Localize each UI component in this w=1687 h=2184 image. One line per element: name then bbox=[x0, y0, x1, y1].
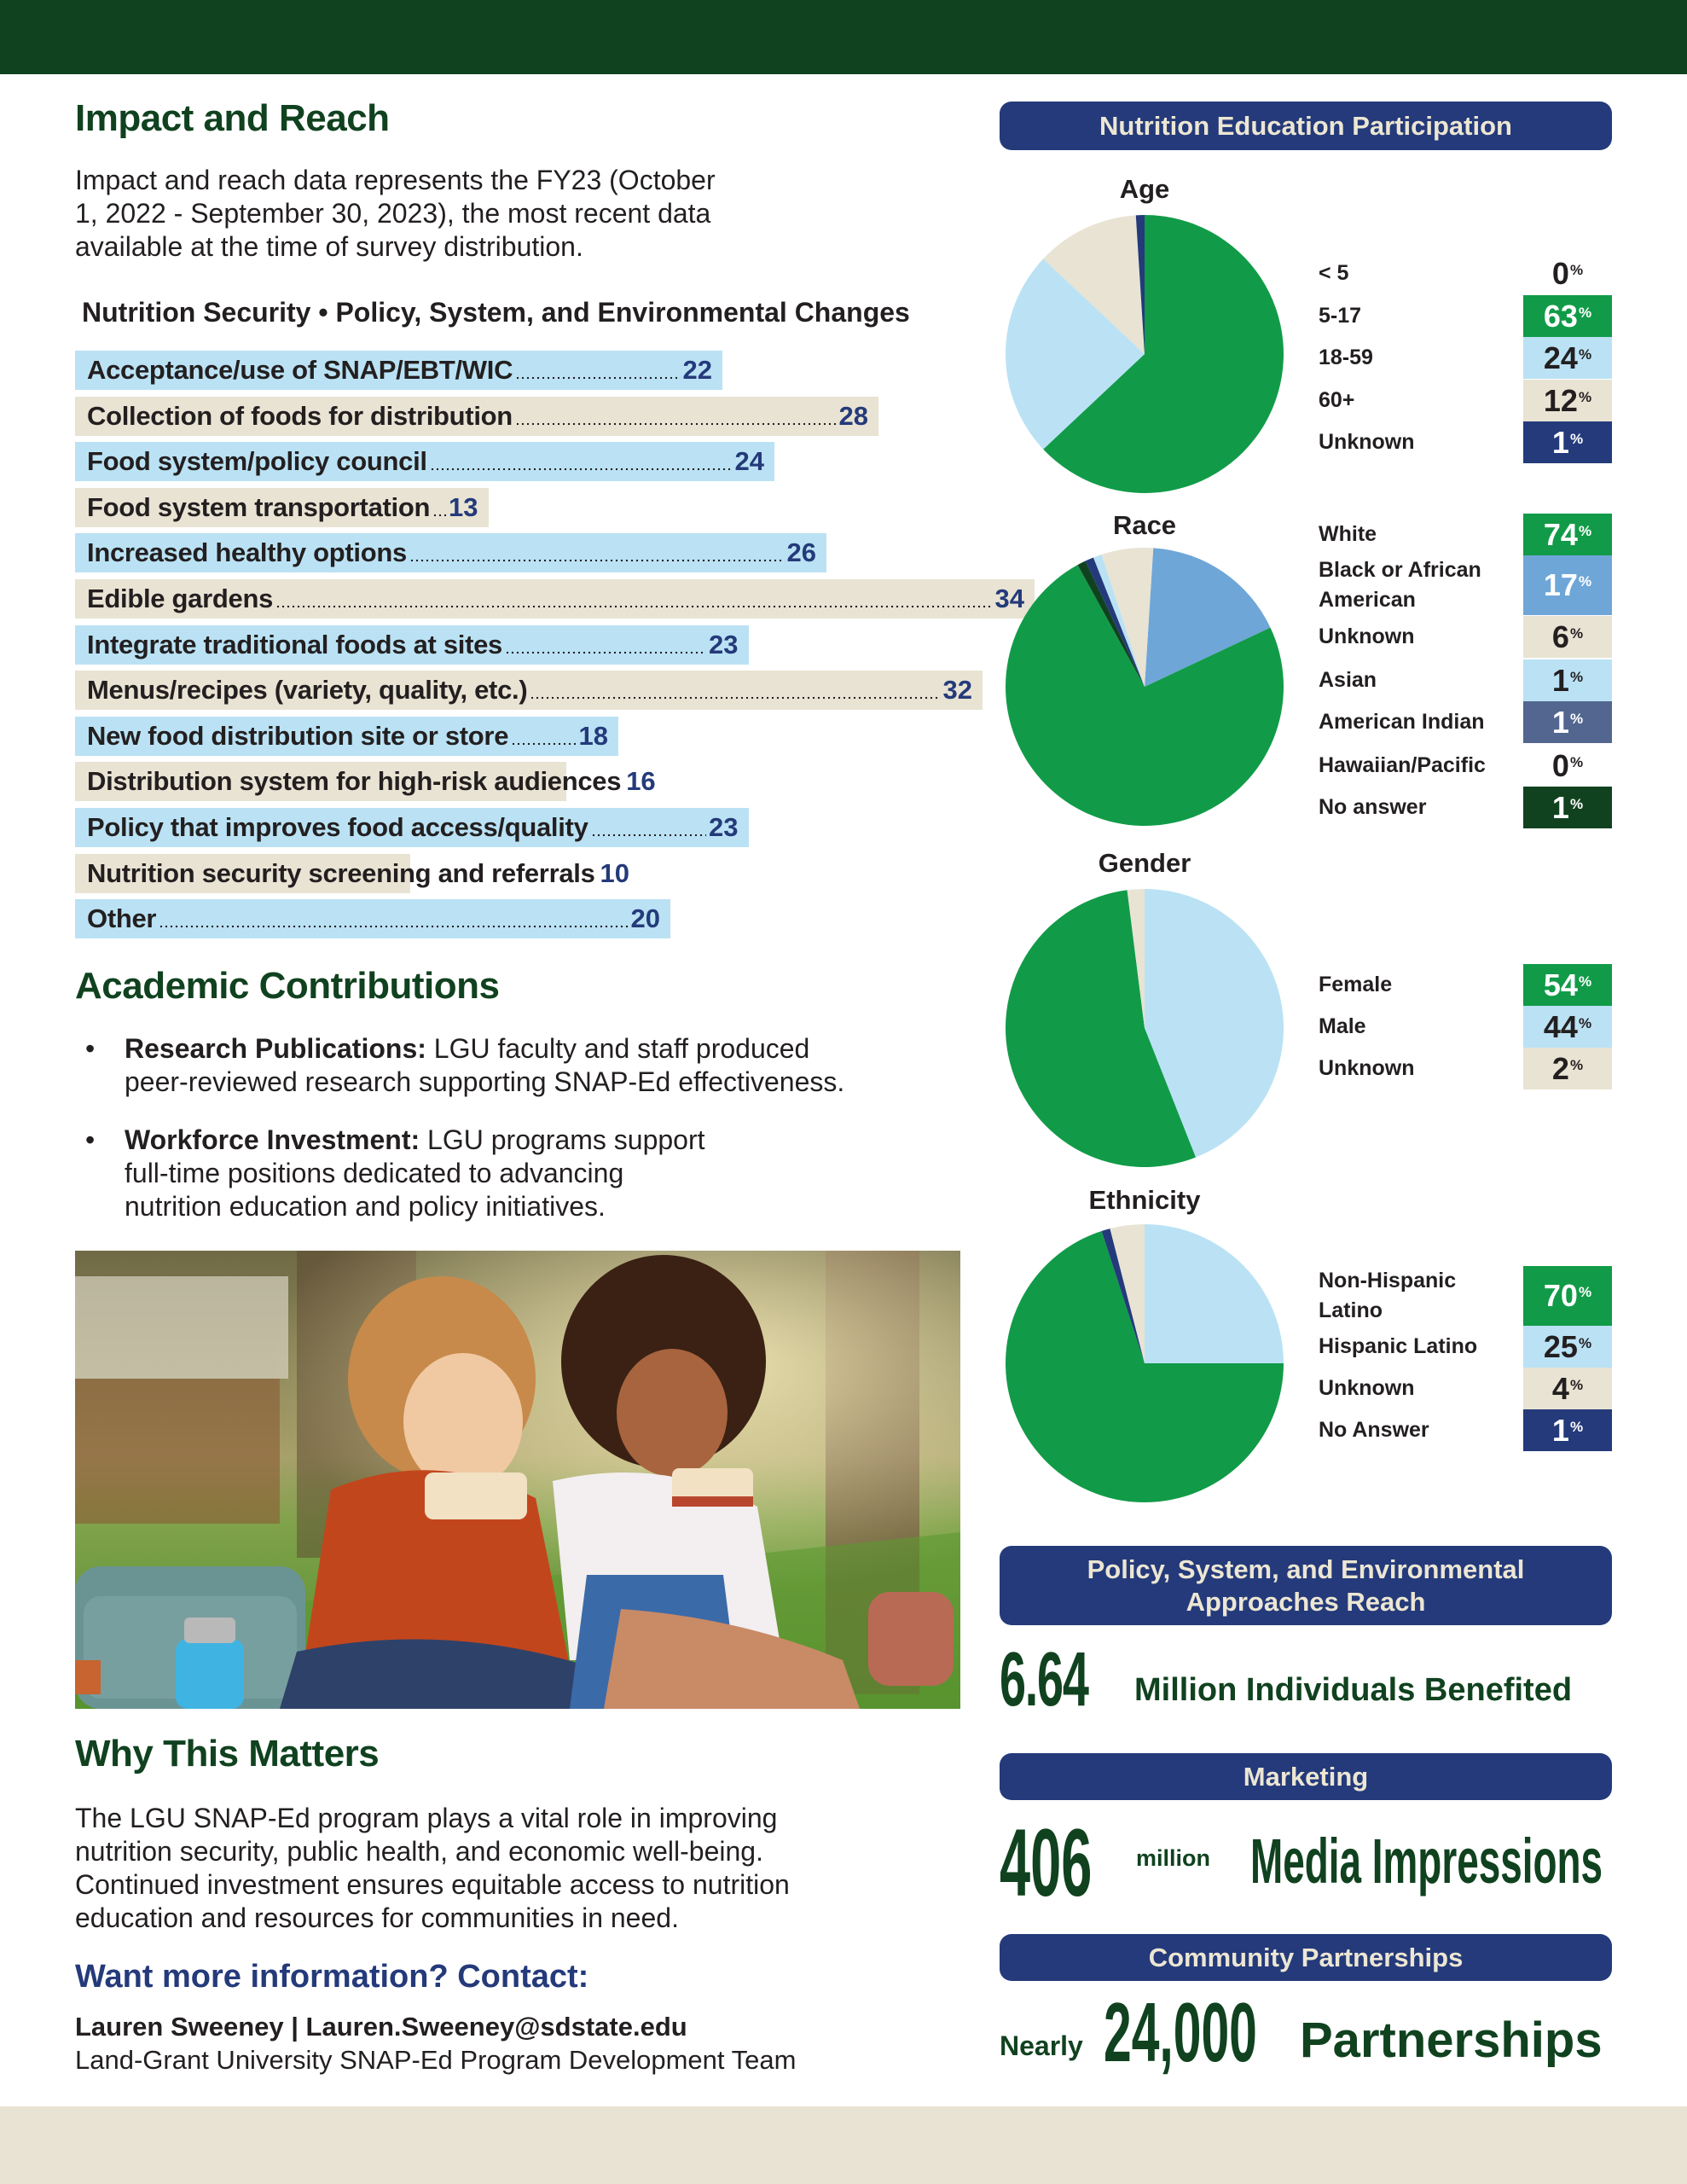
bar-label: Integrate traditional foods at sites bbox=[87, 629, 503, 659]
pie-title-age: Age bbox=[1119, 174, 1170, 204]
legend-label bbox=[1319, 1054, 1415, 1083]
bar-value: 23 bbox=[709, 629, 739, 659]
legend-label bbox=[1319, 258, 1348, 288]
legend-value: 12 bbox=[1543, 382, 1578, 418]
legend-value-box bbox=[1523, 1048, 1612, 1089]
community-header: Community Partnerships bbox=[1000, 1934, 1612, 1981]
legend-label-line: < 5 bbox=[1319, 261, 1349, 285]
marketing-stat bbox=[1000, 1809, 1612, 1916]
legend-label-line: Hawaiian/Pacific bbox=[1319, 753, 1486, 777]
legend-value: 25 bbox=[1543, 1328, 1578, 1364]
bar-value: 18 bbox=[578, 720, 608, 751]
percent-sign: % bbox=[1569, 668, 1584, 685]
community-stat bbox=[1000, 1985, 1612, 2079]
bar-row bbox=[75, 397, 878, 436]
bar-value: 13 bbox=[449, 491, 478, 522]
legend-label bbox=[1319, 970, 1392, 1000]
percent-sign: % bbox=[1569, 261, 1584, 278]
legend-label bbox=[1319, 555, 1481, 615]
legend-label-line: White bbox=[1319, 522, 1377, 546]
legend-label bbox=[1319, 751, 1486, 781]
bullet-workforce-investment bbox=[85, 1124, 972, 1226]
dot-leader bbox=[511, 727, 576, 746]
legend-value-box bbox=[1523, 1409, 1612, 1451]
legend-value-box bbox=[1523, 555, 1612, 615]
percent-sign: % bbox=[1578, 388, 1592, 405]
legend-value-box bbox=[1523, 295, 1612, 337]
pse-reach-header bbox=[1000, 1546, 1612, 1625]
contact-name-email[interactable]: Lauren Sweeney | Lauren.Sweeney@sdstate.edu bbox=[75, 2012, 687, 2042]
bar-label: Policy that improves food access/quality bbox=[87, 812, 588, 842]
legend-value-box bbox=[1523, 616, 1612, 658]
percent-sign: % bbox=[1569, 1056, 1584, 1073]
legend-label bbox=[1319, 427, 1415, 457]
bullet-line: LGU programs support bbox=[427, 1124, 705, 1155]
dot-leader bbox=[409, 543, 785, 562]
bar-label: Edible gardens bbox=[87, 584, 274, 613]
legend-value-box bbox=[1523, 1006, 1612, 1048]
legend-label bbox=[1319, 622, 1415, 652]
legend-label-line: Hispanic Latino bbox=[1319, 1334, 1478, 1358]
bar-label: Menus/recipes (variety, quality, etc.) bbox=[87, 675, 528, 706]
bar-value: 34 bbox=[994, 584, 1024, 613]
pie-chart-ethnicity bbox=[1004, 1223, 1285, 1504]
legend-value: 4 bbox=[1551, 1370, 1569, 1406]
legend-label-line: 18-59 bbox=[1319, 346, 1373, 369]
community-prefix: Nearly bbox=[1000, 2030, 1083, 2061]
pse-changes-subheading: Nutrition Security • Policy, System, and Environmental Changes bbox=[82, 297, 910, 328]
legend-label bbox=[1319, 343, 1373, 373]
pse-title-line: Policy, System, and Environmental bbox=[1087, 1554, 1525, 1584]
marketing-unit: million bbox=[1136, 1845, 1210, 1871]
bar-value: 26 bbox=[786, 537, 816, 568]
pse-label: Million Individuals Benefited bbox=[1134, 1672, 1573, 1708]
legend-value-box bbox=[1523, 514, 1612, 555]
marketing-number: 406 bbox=[1000, 1809, 1093, 1916]
intro-line: Impact and reach data represents the FY23 (October bbox=[75, 165, 716, 195]
legend-label-line: Female bbox=[1319, 973, 1393, 996]
percent-sign: % bbox=[1578, 304, 1592, 321]
legend-label-line: Unknown bbox=[1319, 1376, 1415, 1400]
bar-value: 20 bbox=[630, 903, 660, 934]
bullet-line: LGU faculty and staff produced bbox=[433, 1033, 810, 1064]
legend-value-box bbox=[1523, 337, 1612, 379]
bar-label: Distribution system for high-risk audiences bbox=[87, 766, 622, 797]
bar-label: Other bbox=[87, 903, 157, 934]
community-number: 24,000 bbox=[1104, 1985, 1257, 2079]
legend-label-line: Unknown bbox=[1319, 430, 1415, 454]
legend-value-box bbox=[1523, 964, 1612, 1006]
dot-leader bbox=[515, 361, 680, 380]
legend-value-box bbox=[1523, 701, 1612, 743]
dot-leader bbox=[515, 407, 837, 426]
bar-row bbox=[75, 854, 630, 893]
bar-label: Food system/policy council bbox=[87, 446, 427, 477]
pie-chart-age bbox=[1004, 213, 1285, 495]
legend-value: 70 bbox=[1543, 1278, 1578, 1313]
children-eating-photo bbox=[75, 1251, 960, 1709]
legend-label bbox=[1319, 301, 1361, 331]
why-line: The LGU SNAP-Ed program plays a vital role in improving bbox=[75, 1803, 778, 1833]
community-label: Partnerships bbox=[1300, 2013, 1603, 2068]
dot-leader bbox=[591, 818, 706, 837]
dot-leader bbox=[159, 909, 628, 928]
contact-title: Want more information? Contact: bbox=[75, 1959, 589, 1995]
legend-value: 1 bbox=[1551, 789, 1569, 825]
bar-value: 24 bbox=[734, 446, 764, 477]
bar-row bbox=[75, 717, 618, 756]
legend-value-box bbox=[1523, 659, 1612, 701]
bar-value: 16 bbox=[626, 766, 656, 797]
legend-value-box bbox=[1523, 1368, 1612, 1409]
legend-label-line: Black or African bbox=[1319, 558, 1481, 582]
bar-value: 10 bbox=[600, 857, 630, 888]
dot-leader bbox=[430, 452, 733, 471]
legend-label-line: 5-17 bbox=[1319, 304, 1362, 328]
legend-label-line: Non-Hispanic bbox=[1319, 1269, 1457, 1292]
legend-value: 1 bbox=[1551, 662, 1569, 698]
legend-value: 0 bbox=[1551, 255, 1569, 291]
pie-chart-gender bbox=[1004, 887, 1285, 1169]
legend-label-line: Unknown bbox=[1319, 624, 1415, 648]
dot-leader bbox=[432, 498, 446, 517]
impact-intro bbox=[75, 164, 928, 264]
intro-line: available at the time of survey distribution. bbox=[75, 231, 583, 262]
legend-label-line: Male bbox=[1319, 1014, 1366, 1038]
bar-row bbox=[75, 671, 983, 710]
percent-sign: % bbox=[1569, 710, 1584, 727]
legend-label bbox=[1319, 1374, 1415, 1403]
pie-chart-race bbox=[1004, 546, 1285, 828]
legend-value: 74 bbox=[1543, 516, 1578, 552]
bar-label: Increased healthy options bbox=[87, 537, 407, 568]
bar-row bbox=[75, 899, 670, 938]
percent-sign: % bbox=[1569, 1418, 1584, 1435]
bar-value: 28 bbox=[838, 400, 868, 431]
legend-value: 0 bbox=[1551, 747, 1569, 783]
why-title: Why This Matters bbox=[75, 1733, 380, 1774]
legend-label bbox=[1319, 386, 1354, 415]
pse-reach-stat bbox=[1000, 1637, 1612, 1722]
bullet-icon: • bbox=[85, 1124, 96, 1155]
bar-row bbox=[75, 488, 489, 527]
legend-value: 54 bbox=[1543, 967, 1578, 1002]
percent-sign: % bbox=[1578, 1014, 1592, 1031]
contact-team: Land-Grant University SNAP-Ed Program Development Team bbox=[75, 2045, 797, 2075]
bar-row bbox=[75, 533, 826, 572]
pse-number: 6.64 bbox=[1000, 1637, 1088, 1722]
percent-sign: % bbox=[1578, 522, 1592, 539]
percent-sign: % bbox=[1569, 1376, 1584, 1393]
why-line: education and resources for communities in need. bbox=[75, 1902, 679, 1933]
legend-value: 1 bbox=[1551, 1412, 1569, 1448]
pie-title-gender: Gender bbox=[1098, 848, 1191, 878]
pie-slice bbox=[1145, 1224, 1284, 1363]
percent-sign: % bbox=[1569, 753, 1584, 770]
legend-label bbox=[1319, 1415, 1429, 1445]
academic-title: Academic Contributions bbox=[75, 965, 500, 1007]
bullet-research-publications bbox=[85, 1032, 972, 1101]
bullet-bold: Research Publications: bbox=[125, 1033, 426, 1064]
bullet-icon: • bbox=[85, 1033, 96, 1064]
legend-label-line: American Indian bbox=[1319, 710, 1485, 734]
legend-label bbox=[1319, 665, 1377, 695]
percent-sign: % bbox=[1569, 795, 1584, 812]
legend-value: 63 bbox=[1543, 298, 1578, 334]
percent-sign: % bbox=[1569, 624, 1584, 642]
legend-value-box bbox=[1523, 253, 1612, 294]
legend-label bbox=[1319, 707, 1485, 737]
legend-label bbox=[1319, 793, 1426, 822]
legend-label bbox=[1319, 1332, 1477, 1362]
legend-label-line: No Answer bbox=[1319, 1418, 1429, 1442]
marketing-header: Marketing bbox=[1000, 1753, 1612, 1800]
legend-value: 6 bbox=[1551, 619, 1569, 654]
percent-sign: % bbox=[1569, 430, 1584, 447]
photo-illustration bbox=[75, 1251, 960, 1709]
bar-label: Acceptance/use of SNAP/EBT/WIC bbox=[87, 355, 513, 385]
marketing-label: Media Impressions bbox=[1250, 1826, 1603, 1896]
bullet-line: nutrition education and policy initiatives. bbox=[125, 1191, 606, 1222]
dot-leader bbox=[275, 590, 992, 608]
legend-value-box bbox=[1523, 421, 1612, 463]
bar-value: 23 bbox=[709, 812, 739, 842]
dot-leader bbox=[530, 681, 940, 700]
percent-sign: % bbox=[1578, 346, 1592, 363]
bar-label: New food distribution site or store bbox=[87, 720, 509, 751]
legend-value-box bbox=[1523, 745, 1612, 787]
bar-row bbox=[75, 808, 749, 847]
bar-row bbox=[75, 762, 656, 801]
legend-label-line: Unknown bbox=[1319, 1056, 1415, 1080]
legend-label-line: 60+ bbox=[1319, 388, 1355, 412]
legend-value: 44 bbox=[1543, 1008, 1578, 1044]
legend-value-box bbox=[1523, 787, 1612, 828]
pse-title-line: Approaches Reach bbox=[1186, 1586, 1426, 1617]
legend-value: 1 bbox=[1551, 704, 1569, 740]
bar-label: Nutrition security screening and referrals bbox=[87, 857, 595, 888]
bar-label: Collection of foods for distribution bbox=[87, 400, 513, 431]
percent-sign: % bbox=[1578, 1284, 1592, 1300]
percent-sign: % bbox=[1578, 973, 1592, 990]
legend-value: 17 bbox=[1543, 567, 1578, 602]
percent-sign: % bbox=[1578, 1334, 1592, 1351]
legend-label bbox=[1319, 1012, 1366, 1042]
why-line: nutrition security, public health, and economic well-being. bbox=[75, 1836, 763, 1867]
header-bar bbox=[0, 0, 1687, 74]
bar-row bbox=[75, 351, 722, 390]
pie-title-ethnicity: Ethnicity bbox=[1088, 1185, 1201, 1215]
legend-label-line: No answer bbox=[1319, 795, 1427, 819]
bullet-line: peer-reviewed research supporting SNAP-Ed effectiveness. bbox=[125, 1066, 845, 1097]
legend-label-line: Latino bbox=[1319, 1298, 1383, 1322]
bar-row bbox=[75, 442, 774, 481]
why-paragraph bbox=[75, 1802, 979, 1935]
participation-header: Nutrition Education Participation bbox=[1000, 102, 1612, 150]
percent-sign: % bbox=[1578, 573, 1592, 590]
legend-value: 24 bbox=[1543, 340, 1578, 375]
legend-label-line: American bbox=[1319, 588, 1416, 612]
bullet-bold: Workforce Investment: bbox=[125, 1124, 420, 1155]
legend-value-box bbox=[1523, 1326, 1612, 1368]
why-line: Continued investment ensures equitable access to nutrition bbox=[75, 1869, 790, 1900]
pie-title-race: Race bbox=[1112, 510, 1177, 540]
legend-value-box bbox=[1523, 380, 1612, 421]
impact-title: Impact and Reach bbox=[75, 97, 390, 139]
bullet-line: full-time positions dedicated to advancing bbox=[125, 1158, 624, 1188]
bar-row bbox=[75, 579, 1035, 619]
footer-bar bbox=[0, 2106, 1687, 2184]
bar-row bbox=[75, 625, 749, 665]
intro-line: 1, 2022 - September 30, 2023), the most recent data bbox=[75, 198, 711, 229]
legend-value: 2 bbox=[1551, 1050, 1569, 1086]
legend-label-line: Asian bbox=[1319, 668, 1377, 692]
dot-leader bbox=[505, 636, 706, 654]
legend-value-box bbox=[1523, 1266, 1612, 1326]
legend-label bbox=[1319, 520, 1377, 549]
bar-value: 22 bbox=[682, 355, 712, 385]
bar-label: Food system transportation bbox=[87, 491, 431, 522]
legend-label bbox=[1319, 1266, 1456, 1326]
bar-value: 32 bbox=[942, 675, 972, 706]
legend-value: 1 bbox=[1551, 424, 1569, 460]
